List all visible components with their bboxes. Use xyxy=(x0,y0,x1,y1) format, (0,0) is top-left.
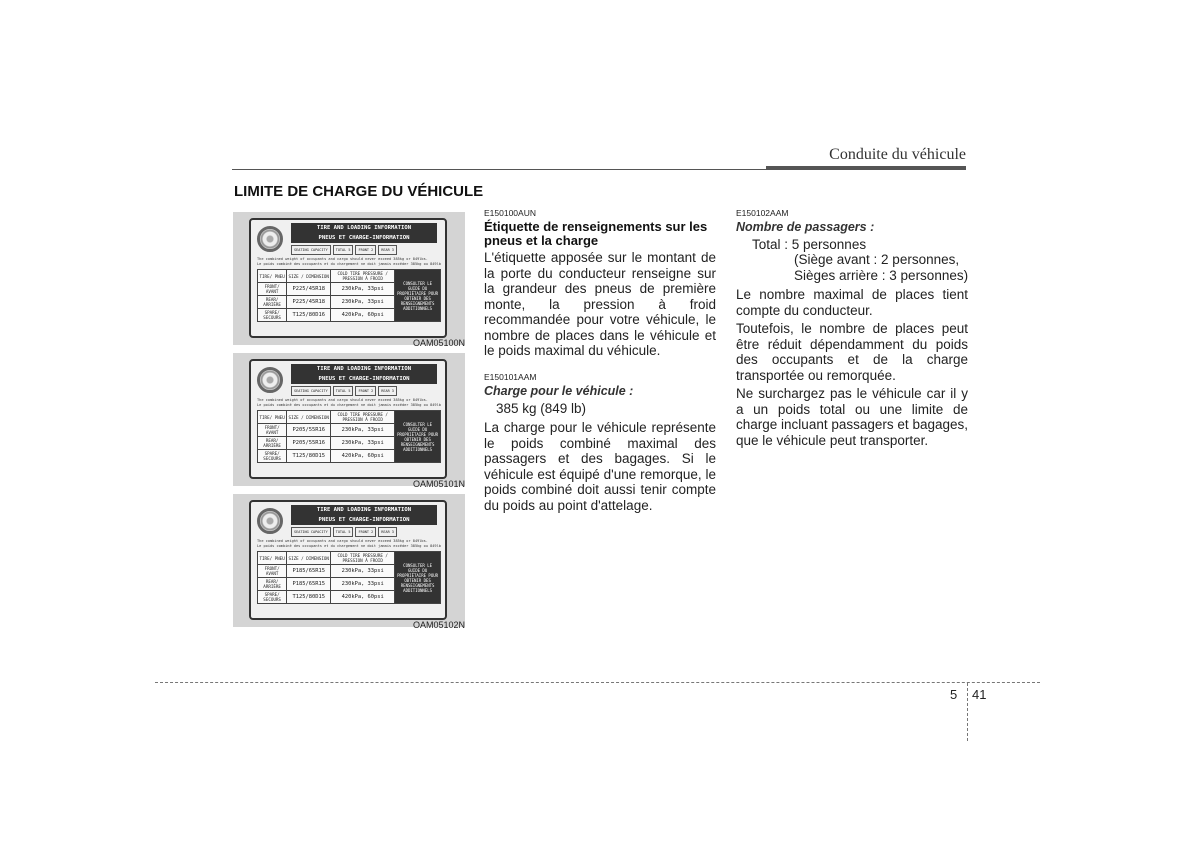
label-title: TIRE AND LOADING INFORMATION PNEUS ET CHARGE-INFORMATION xyxy=(291,505,437,525)
label-title: TIRE AND LOADING INFORMATION PNEUS ET CHARGE-INFORMATION xyxy=(291,223,437,243)
section-header: Conduite du véhicule xyxy=(829,146,966,163)
tire-table: TIRE/ PNEU SIZE / DIMENSION COLD TIRE PRESSURE / PRESSION À FROID CONSULTER LE GUIDE DU PROPRIÉTAIRE POUR OBTENIR DES RENSEIGNEMENTS ADDITIONNELS FRONT/ AVANT P205/55R16 230kPa, 33psi REAR/ ARRIÈRE P205/55R16 230kPa, 33psi SPARE/ SECOURS T125/80D15 420kPa, 60psi xyxy=(257,410,441,463)
section-subheading: Charge pour le véhicule : xyxy=(484,384,634,398)
passenger-total: Total : 5 personnes xyxy=(752,237,867,252)
tire-table: TIRE/ PNEU SIZE / DIMENSION COLD TIRE PRESSURE / PRESSION À FROID CONSULTER LE GUIDE DU PROPRIÉTAIRE POUR OBTENIR DES RENSEIGNEMENTS ADDITIONNELS FRONT/ AVANT P225/45R18 230kPa, 33psi REAR/ ARRIÈRE P225/45R18 230kPa, 33psi SPARE/ SECOURS T125/80D16 420kPa, 60psi xyxy=(257,269,441,322)
wheel-icon xyxy=(257,226,283,252)
body-paragraph: Le nombre maximal de places tient compte du conducteur. xyxy=(736,287,968,318)
footer-divider xyxy=(967,683,968,741)
figure-caption: OAM05100N xyxy=(412,338,465,348)
body-paragraph: L'étiquette apposée sur le montant de la porte du conducteur renseigne sur la grandeur des pneus de première monte, la pression à froid recommandée pour votre véhicule, le nombre de places dans le véhicule et le poids maximal du véhicule. xyxy=(484,250,716,358)
chapter-number: 5 xyxy=(950,687,958,702)
seating-capacity-row: SEATING CAPACITY TOTAL 5 FRONT 2 REAR 3 xyxy=(291,527,437,537)
weight-note: The combined weight of occupants and cargo should never exceed 385kg or 849lbs. Le poids combiné des occupants et du chargement ne doit jamais excéder 385kg ou 849lb xyxy=(257,539,441,548)
tire-label-card xyxy=(249,500,447,620)
section-heading: Étiquette de renseignements sur les pneus et la charge xyxy=(484,219,708,248)
seating-capacity-row: SEATING CAPACITY TOTAL 5 FRONT 2 REAR 3 xyxy=(291,386,437,396)
wheel-icon xyxy=(257,367,283,393)
page-number: 41 xyxy=(972,687,987,702)
section-code: E150101AAM xyxy=(484,372,537,382)
tire-label-figure xyxy=(233,212,465,345)
body-paragraph: Toutefois, le nombre de places peut être réduit dépendamment du poids des occupants et de la charge transportée ou remorquée. xyxy=(736,321,968,383)
tire-label-card xyxy=(249,218,447,338)
label-title: TIRE AND LOADING INFORMATION PNEUS ET CHARGE-INFORMATION xyxy=(291,364,437,384)
tire-label-figure xyxy=(233,353,465,486)
passenger-front: (Siège avant : 2 personnes, xyxy=(794,252,960,267)
figure-caption: OAM05101N xyxy=(412,479,465,489)
wheel-icon xyxy=(257,508,283,534)
body-paragraph: La charge pour le véhicule représente le poids combiné maximal des passagers et des bagages. Si le véhicule est équipé d'une remorque, le poids combiné doit aussi tenir compte du poids au point d'attelage. xyxy=(484,420,716,513)
load-value: 385 kg (849 lb) xyxy=(496,401,587,416)
tire-label-figure xyxy=(233,494,465,627)
tire-label-card xyxy=(249,359,447,479)
body-paragraph: Ne surchargez pas le véhicule car il y a un poids total ou une limite de charge incluant passagers et bagages, que le véhicule peut transporter. xyxy=(736,386,968,448)
section-code: E150102AAM xyxy=(736,208,789,218)
figure-caption: OAM05102N xyxy=(412,620,465,630)
weight-note: The combined weight of occupants and cargo should never exceed 385kg or 849lbs. Le poids combiné des occupants et du chargement ne doit jamais excéder 385kg ou 849lb xyxy=(257,257,441,266)
passenger-rear: Sièges arrière : 3 personnes) xyxy=(794,268,969,283)
weight-note: The combined weight of occupants and cargo should never exceed 385kg or 849lbs. Le poids combiné des occupants et du chargement ne doit jamais excéder 385kg ou 849lb xyxy=(257,398,441,407)
section-code: E150100AUN xyxy=(484,208,536,218)
seating-capacity-row: SEATING CAPACITY TOTAL 5 FRONT 2 REAR 3 xyxy=(291,245,437,255)
tire-table: TIRE/ PNEU SIZE / DIMENSION COLD TIRE PRESSURE / PRESSION À FROID CONSULTER LE GUIDE DU PROPRIÉTAIRE POUR OBTENIR DES RENSEIGNEMENTS ADDITIONNELS FRONT/ AVANT P185/65R15 230kPa, 33psi REAR/ ARRIÈRE P185/65R15 230kPa, 33psi SPARE/ SECOURS T125/80D15 420kPa, 60psi xyxy=(257,551,441,604)
page-title: LIMITE DE CHARGE DU VÉHICULE xyxy=(234,183,484,200)
footer-rule xyxy=(155,682,1040,683)
section-subheading: Nombre de passagers : xyxy=(736,220,875,234)
header-rule-accent xyxy=(766,166,966,170)
